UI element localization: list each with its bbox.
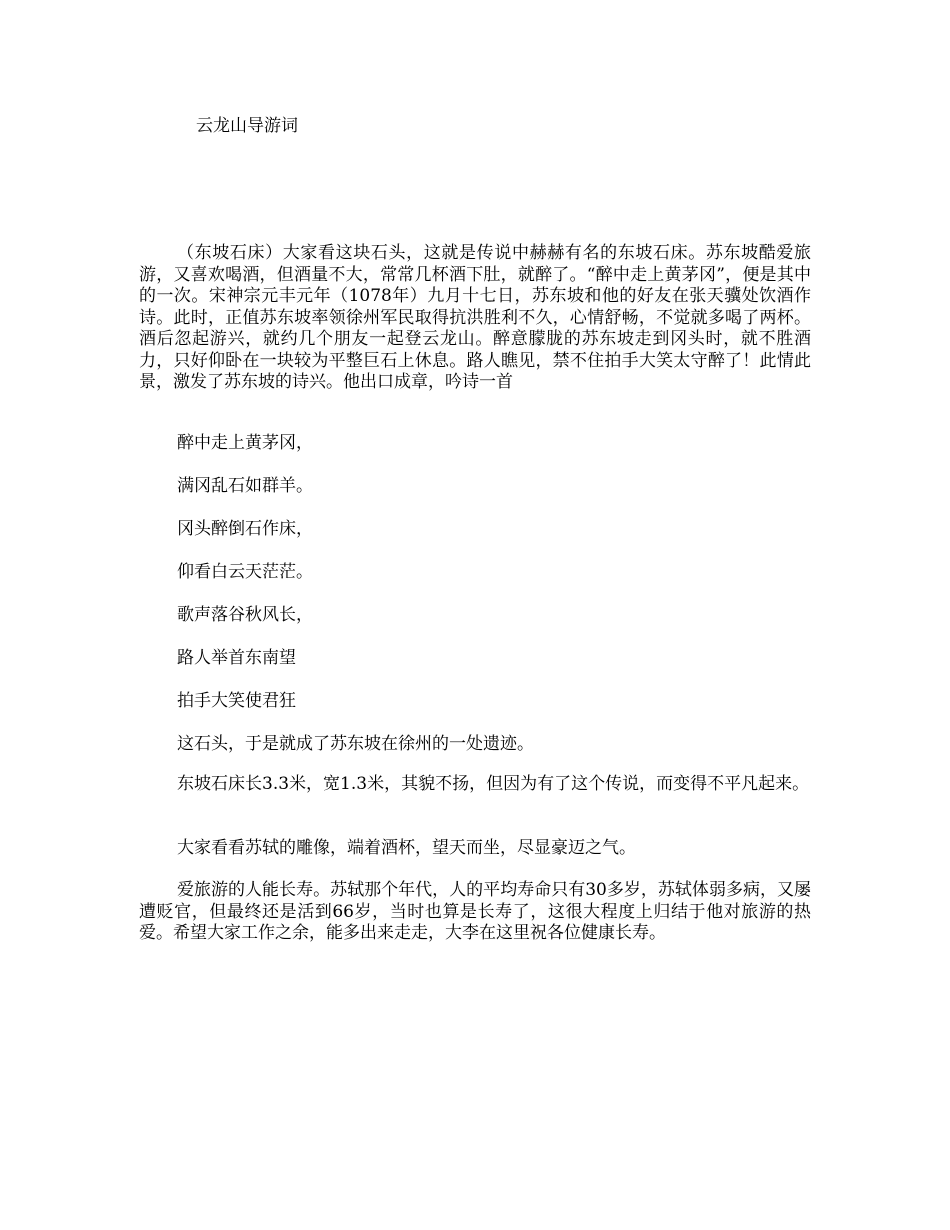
paragraph-statue: 大家看看苏轼的雕像，端着酒杯，望天而坐，尽显豪迈之气。 <box>177 838 636 858</box>
paragraph-stone-dimensions: 东坡石床长3.3米，宽1.3米，其貌不扬，但因为有了这个传说，而变得不平凡起来。 <box>177 774 810 794</box>
poem-line: 拍手大笑使君狂 <box>177 691 296 711</box>
poem-line: 冈头醉倒石作床， <box>177 519 313 539</box>
paragraph-longevity: 爱旅游的人能长寿。苏轼那个年代，人的平均寿命只有30多岁，苏轼体弱多病，又屡遭贬官，但最终还是活到66岁，当时也算是长寿了，这很大程度上归结于他对旅游的热爱。希望大家工作之余，能多出来走走，大李在这里祝各位健康长寿。 <box>139 880 811 943</box>
poem-line: 路人举首东南望 <box>177 648 296 668</box>
poem-line: 仰看白云天茫茫。 <box>177 562 313 582</box>
document-title: 云龙山导游词 <box>196 116 298 136</box>
poem-line: 醉中走上黄茅冈， <box>177 433 313 453</box>
paragraph-dongpo-stone-bed: （东坡石床）大家看这块石头，这就是传说中赫赫有名的东坡石床。苏东坡酷爱旅游，又喜欢喝酒，但酒量不大，常常几杯酒下肚，就醉了。“醉中走上黄茅冈”，便是其中的一次。宋神宗元丰元年（1078年）九月十七日，苏东坡和他的好友在张天骥处饮酒作诗。此时，正值苏东坡率领徐州军民取得抗洪胜利不久，心情舒畅，不觉就多喝了两杯。酒后忽起游兴，就约几个朋友一起登云龙山。醉意朦胧的苏东坡走到冈头时，就不胜酒力，只好仰卧在一块较为平整巨石上休息。路人瞧见，禁不住拍手大笑太守醉了！此情此景，激发了苏东坡的诗兴。他出口成章，吟诗一首 <box>139 243 811 392</box>
poem-line: 满冈乱石如群羊。 <box>177 476 313 496</box>
line-after-poem: 这石头，于是就成了苏东坡在徐州的一处遗迹。 <box>177 734 534 754</box>
poem-line: 歌声落谷秋风长， <box>177 605 313 625</box>
